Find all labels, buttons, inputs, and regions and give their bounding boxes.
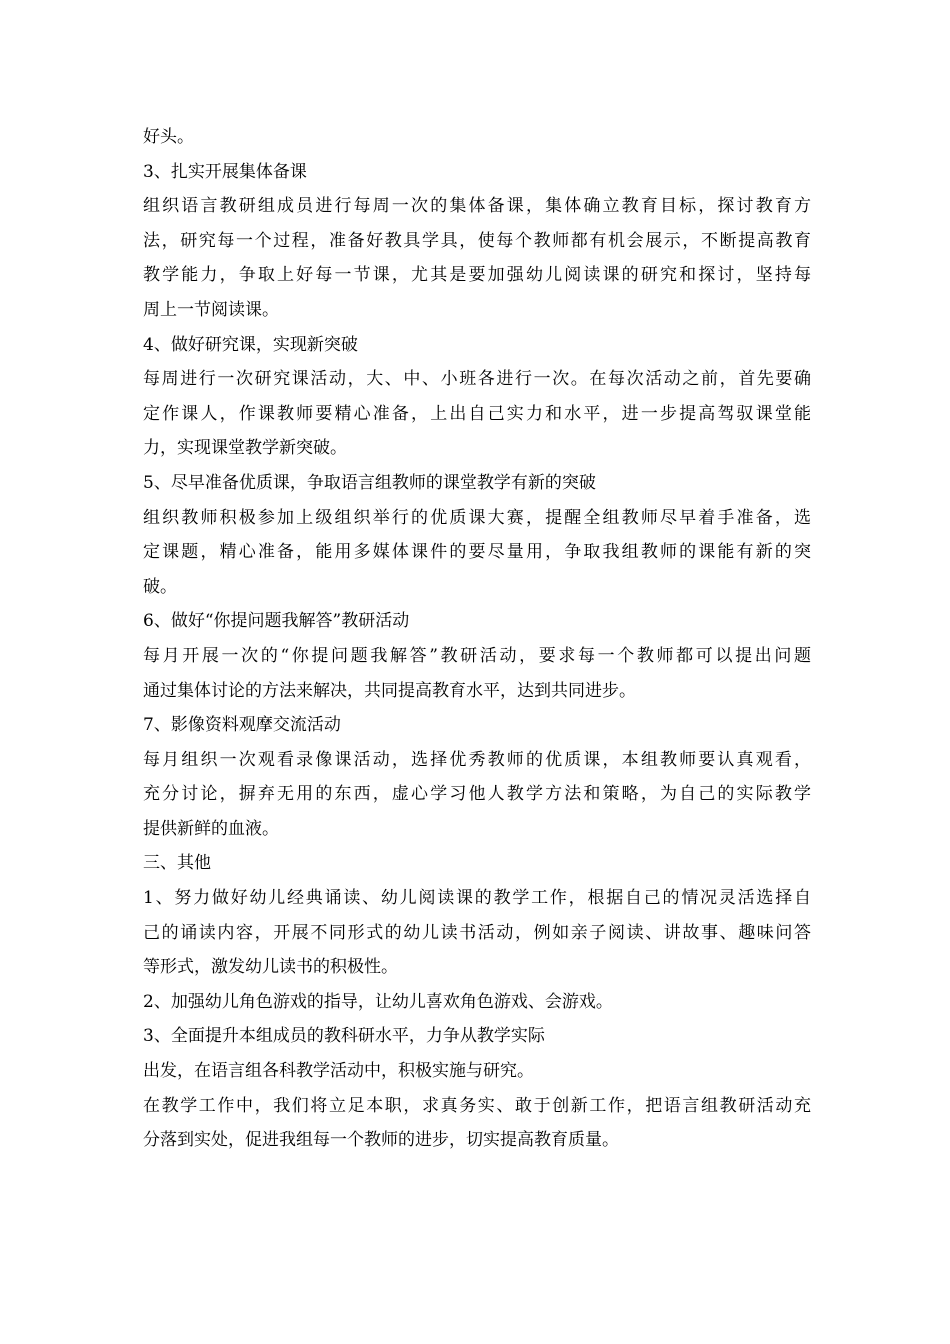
text-line: 3、扎实开展集体备课 bbox=[143, 161, 307, 182]
text-line: 4、做好研究课，实现新突破 bbox=[143, 334, 358, 355]
text-line: 破。 bbox=[143, 576, 177, 597]
text-line: 出发，在语言组各科教学活动中，积极实施与研究。 bbox=[143, 1061, 534, 1082]
text-line: 每周进行一次研究课活动，大、中、小班各进行一次。在每次活动之前，首先要确 bbox=[143, 369, 811, 390]
text-line: 3、全面提升本组成员的教科研水平，力争从教学实际 bbox=[143, 1026, 545, 1047]
text-line: 每月组织一次观看录像课活动，选择优秀教师的优质课，本组教师要认真观看， bbox=[143, 749, 811, 770]
text-line: 每月开展一次的“你提问题我解答”教研活动，要求每一个教师都可以提出问题 bbox=[143, 645, 811, 666]
text-line: 法，研究每一个过程，准备好教具学具，使每个教师都有机会展示，不断提高教育 bbox=[143, 230, 811, 251]
text-line: 定课题，精心准备，能用多媒体课件的要尽量用，争取我组教师的课能有新的突 bbox=[143, 542, 811, 563]
text-line: 组织语言教研组成员进行每周一次的集体备课，集体确立教育目标，探讨教育方 bbox=[143, 196, 811, 217]
text-line: 三、其他 bbox=[143, 853, 211, 874]
text-line: 分落到实处，促进我组每一个教师的进步，切实提高教育质量。 bbox=[143, 1130, 619, 1151]
document-body bbox=[143, 120, 811, 1158]
text-line: 7、影像资料观摩交流活动 bbox=[143, 715, 341, 736]
text-line: 在教学工作中，我们将立足本职，求真务实、敢于创新工作，把语言组教研活动充 bbox=[143, 1095, 811, 1116]
text-line: 力，实现课堂教学新突破。 bbox=[143, 438, 347, 459]
text-line: 周上一节阅读课。 bbox=[143, 299, 279, 320]
text-line: 1、努力做好幼儿经典诵读、幼儿阅读课的教学工作，根据自己的情况灵活选择自 bbox=[143, 888, 811, 909]
text-line: 6、做好“你提问题我解答”教研活动 bbox=[143, 611, 410, 632]
text-line: 组织教师积极参加上级组织举行的优质课大赛，提醒全组教师尽早着手准备，选 bbox=[143, 507, 811, 528]
text-line: 己的诵读内容，开展不同形式的幼儿读书活动，例如亲子阅读、讲故事、趣味问答 bbox=[143, 922, 811, 943]
text-line: 提供新鲜的血液。 bbox=[143, 818, 279, 839]
text-line: 充分讨论，摒弃无用的东西，虚心学习他人教学方法和策略，为自己的实际教学 bbox=[143, 784, 811, 805]
text-line: 定作课人，作课教师要精心准备，上出自己实力和水平，进一步提高驾驭课堂能 bbox=[143, 403, 811, 424]
text-line: 教学能力，争取上好每一节课，尤其是要加强幼儿阅读课的研究和探讨，坚持每 bbox=[143, 265, 811, 286]
text-line: 等形式，激发幼儿读书的积极性。 bbox=[143, 957, 398, 978]
text-line: 通过集体讨论的方法来解决，共同提高教育水平，达到共同进步。 bbox=[143, 680, 636, 701]
text-line: 2、加强幼儿角色游戏的指导，让幼儿喜欢角色游戏、会游戏。 bbox=[143, 991, 613, 1012]
text-line: 好头。 bbox=[143, 127, 194, 147]
text-line: 5、尽早准备优质课，争取语言组教师的课堂教学有新的突破 bbox=[143, 472, 596, 493]
